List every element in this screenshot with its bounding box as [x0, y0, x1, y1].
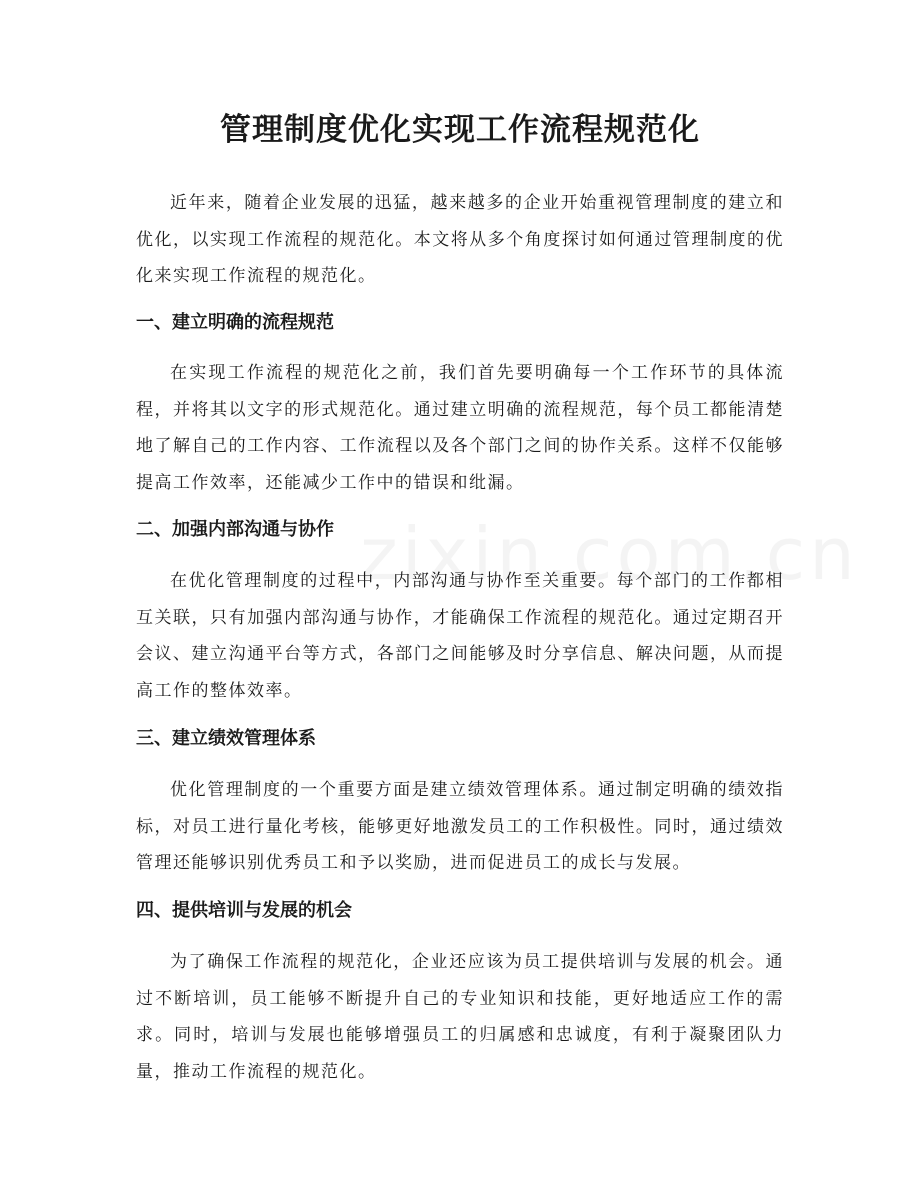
section-body-3: 优化管理制度的一个重要方面是建立绩效管理体系。通过制定明确的绩效指标，对员工进行量化考核，能够更好地激发员工的工作积极性。同时，通过绩效管理还能够识别优秀员工和予以奖励，进而促进员工的成长与发展。 [136, 780, 784, 873]
section-heading-1: 一、建立明确的流程规范 [136, 312, 334, 333]
section-heading-3: 三、建立绩效管理体系 [136, 728, 316, 749]
section-body-2: 在优化管理制度的过程中，内部沟通与协作至关重要。每个部门的工作都相互关联，只有加强内部沟通与协作，才能确保工作流程的规范化。通过定期召开会议、建立沟通平台等方式，各部门之间能够及时分享信息、解决问题，从而提高工作的整体效率。 [136, 571, 784, 701]
section-body-4: 为了确保工作流程的规范化，企业还应该为员工提供培训与发展的机会。通过不断培训，员工能够不断提升自己的专业知识和技能，更好地适应工作的需求。同时，培训与发展也能够增强员工的归属感和忠诚度，有利于凝聚团队力量，推动工作流程的规范化。 [136, 952, 784, 1082]
section-heading-4: 四、提供培训与发展的机会 [136, 900, 352, 921]
document-title: 管理制度优化实现工作流程规范化 [220, 112, 700, 148]
intro-paragraph: 近年来，随着企业发展的迅猛，越来越多的企业开始重视管理制度的建立和优化，以实现工作流程的规范化。本文将从多个角度探讨如何通过管理制度的优化来实现工作流程的规范化。 [136, 193, 784, 286]
section-heading-2: 二、加强内部沟通与协作 [136, 519, 334, 540]
section-body-1: 在实现工作流程的规范化之前，我们首先要明确每一个工作环节的具体流程，并将其以文字的形式规范化。通过建立明确的流程规范，每个员工都能清楚地了解自己的工作内容、工作流程以及各个部门之间的协作关系。这样不仅能够提高工作效率，还能减少工作中的错误和纰漏。 [136, 363, 784, 493]
